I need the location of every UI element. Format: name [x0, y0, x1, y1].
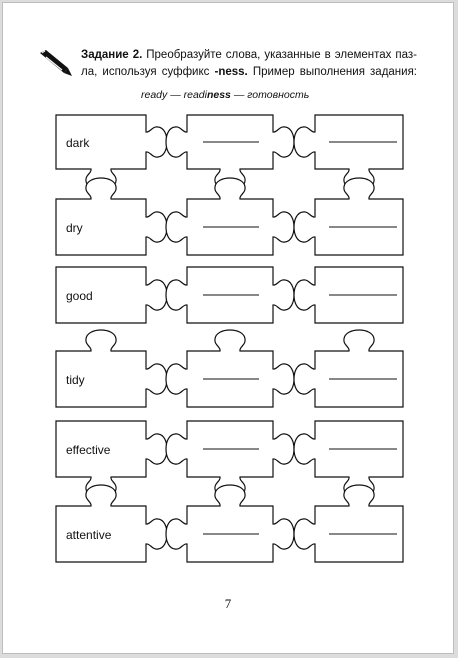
puzzle-piece-blank	[294, 115, 403, 190]
puzzle-piece-blank	[294, 421, 403, 498]
puzzle-grid	[3, 3, 455, 655]
puzzle-word: dry	[66, 221, 83, 235]
example-dash: —	[170, 89, 181, 101]
puzzle-piece-blank	[166, 178, 294, 255]
task-text-line2: ла, используя суффикс	[81, 66, 210, 78]
puzzle-piece-word	[56, 115, 167, 190]
puzzle-word: good	[66, 289, 93, 303]
puzzle-piece-blank	[166, 485, 294, 562]
puzzle-word: effective	[66, 443, 111, 457]
task-title: Задание 2.	[81, 49, 143, 61]
example-translation: готовность	[247, 89, 310, 101]
example-word: ready	[141, 89, 168, 101]
puzzle-word: tidy	[66, 373, 85, 387]
puzzle-piece-word	[56, 421, 167, 498]
page-number: 7	[224, 596, 232, 611]
worksheet-page	[2, 2, 454, 654]
task-text-line1: Преобразуйте слова, указанные в элементах паз-	[146, 49, 417, 61]
task-suffix: -ness.	[214, 66, 248, 78]
puzzle-piece-word	[56, 485, 167, 562]
puzzle-piece-blank	[294, 330, 403, 407]
puzzle-piece-blank	[294, 485, 403, 562]
puzzle-word: attentive	[66, 528, 112, 542]
task-text-line2-end: Пример выполнения задания:	[252, 66, 417, 78]
example-dash: —	[233, 89, 245, 101]
puzzle-word: dark	[66, 136, 90, 150]
puzzle-piece-word	[56, 330, 167, 407]
example-derived: readiness	[183, 89, 231, 101]
puzzle-piece-word	[56, 178, 167, 255]
puzzle-piece-blank	[294, 178, 403, 255]
puzzle-piece-blank	[166, 330, 294, 407]
